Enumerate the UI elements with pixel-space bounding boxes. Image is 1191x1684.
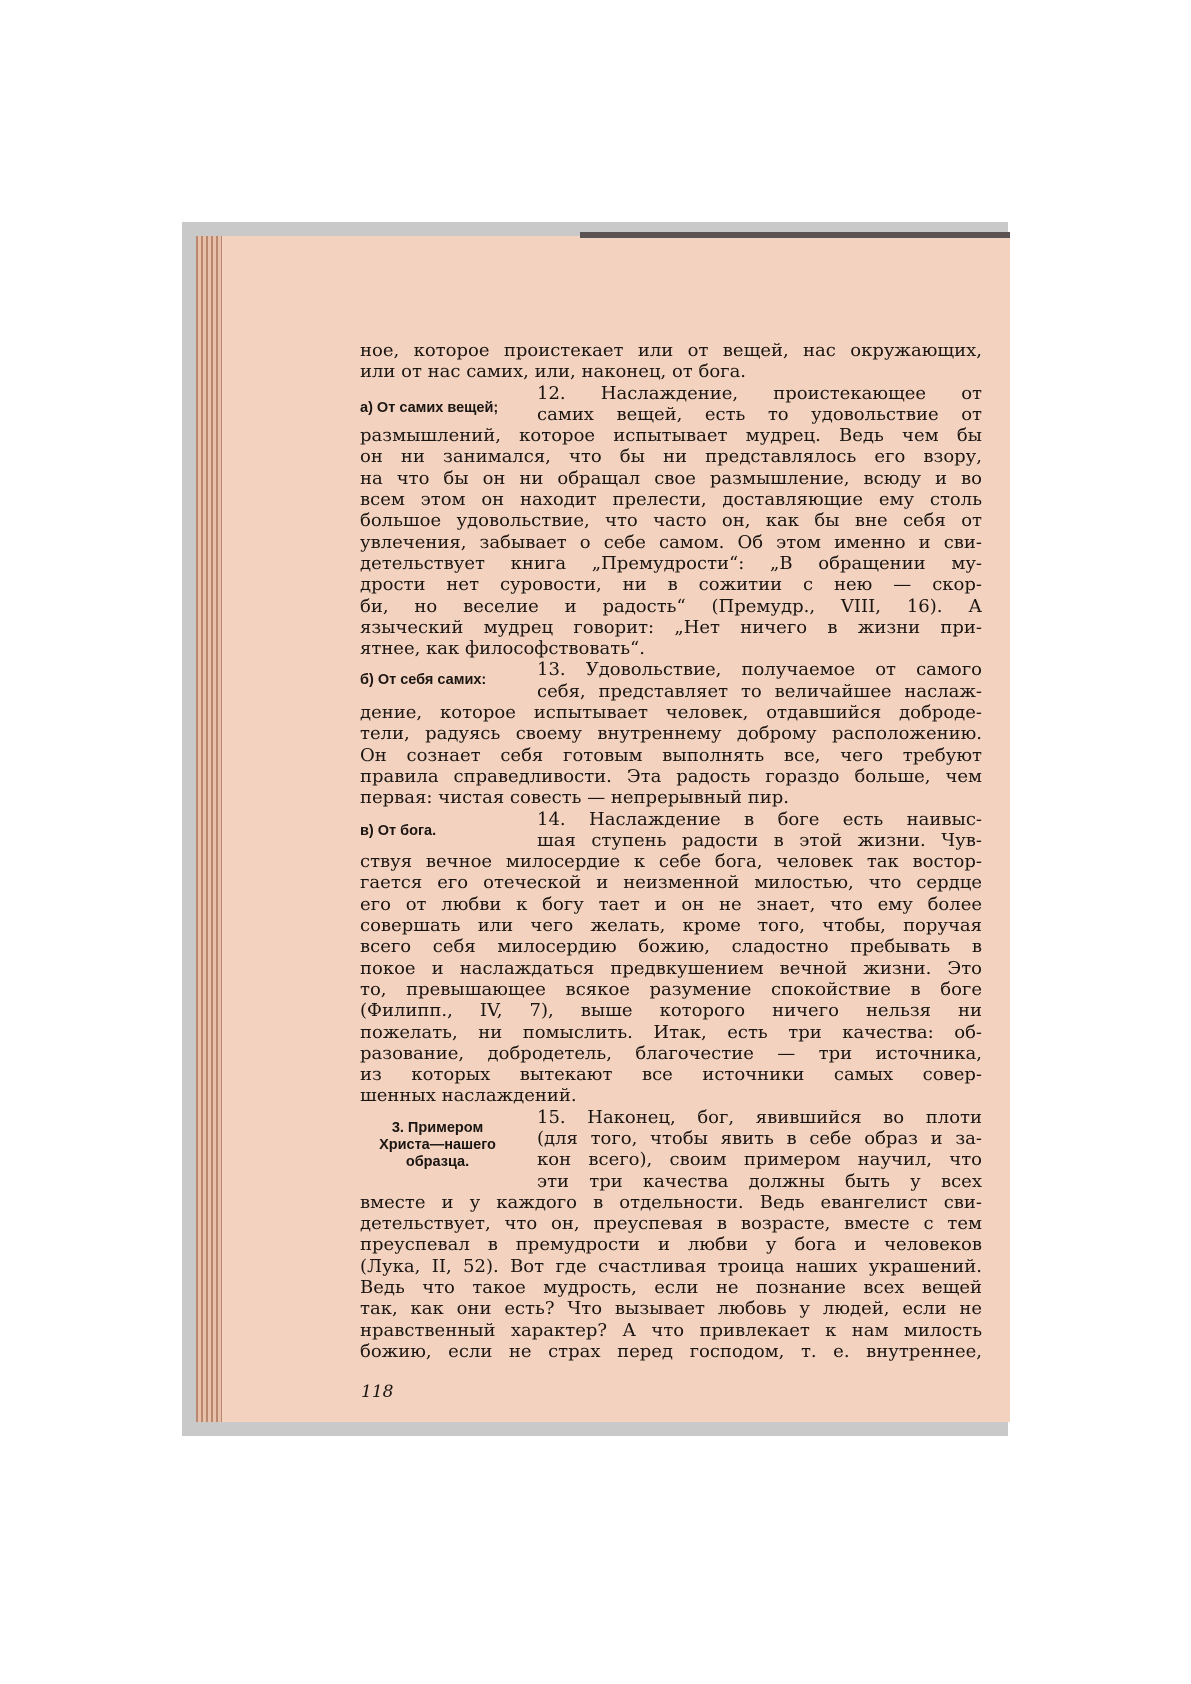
text-line: Он сознает себя готовым выполнять все, чего требуют — [360, 744, 982, 766]
margin-note-d-line: 3. Примером — [391, 1119, 484, 1136]
text-line: его от любви к богу тает и он не знает, что ему более — [360, 893, 982, 915]
margin-note-a: а) От самих вещей; — [360, 399, 499, 416]
text-line: дрости нет суровости, ни в сожитии с нею — скор- — [360, 574, 982, 596]
margin-note-d-line: Христа—нашего — [379, 1136, 496, 1153]
text-line: так, как они есть? Что вызывает любовь у людей, если не — [360, 1298, 982, 1320]
text-line: (Лука, II, 52). Вот где счастливая троица наших украшений. — [360, 1255, 982, 1277]
paragraph-15 — [360, 1107, 982, 1192]
text-line: 12. Наслаждение, проистекающее от — [537, 382, 982, 404]
text-line: на что бы он ни обращал свое размышление, всюду и во — [360, 467, 982, 489]
text-block — [360, 340, 982, 1362]
text-line: преуспевал в премудрости и любви у бога и человеков — [360, 1234, 982, 1256]
text-line: божию, если не страх перед господом, т. е. внутреннее, — [360, 1340, 982, 1362]
margin-note-b: б) От себя самих: — [360, 672, 487, 689]
text-line: ствуя вечное милосердие к себе бога, человек так востор- — [360, 851, 982, 873]
text-line: ятнее, как философствовать“. — [360, 638, 645, 660]
text-line: вместе и у каждого в отдельности. Ведь евангелист сви- — [360, 1191, 982, 1213]
text-line: дение, которое испытывает человек, отдавшийся доброде- — [360, 702, 982, 724]
margin-note-d-line: образца. — [405, 1153, 470, 1170]
text-line: ное, которое проистекает или от вещей, нас окружающих, — [360, 340, 982, 361]
text-line: или от нас самих, или, наконец, от бога. — [360, 361, 747, 383]
text-line: эти три качества должны быть у всех — [537, 1170, 982, 1192]
text-line: он ни занимался, что бы ни представлялось его взору, — [360, 446, 982, 468]
text-line: детельствует книга „Премудрости“: „В обращении му- — [360, 552, 982, 574]
text-line: би, но веселие и радость“ (Премудр., VIII, 16). А — [360, 595, 982, 617]
text-line: самих вещей, есть то удовольствие от — [537, 403, 982, 425]
text-line: языческий мудрец говорит: „Нет ничего в жизни при- — [360, 616, 982, 638]
text-line: тели, радуясь своему внутреннему доброму расположению. — [360, 723, 982, 745]
text-line: гается его отеческой и неизменной милостью, что сердце — [360, 872, 982, 894]
text-line: всем этом он находит прелести, доставляющие ему столь — [360, 489, 982, 511]
text-line: 15. Наконец, бог, явившийся во плоти — [537, 1106, 982, 1128]
text-line: детельствует, что он, преуспевая в возрасте, вместе с тем — [360, 1213, 982, 1235]
text-line: нравственный характер? А что привлекает к нам милость — [360, 1319, 982, 1341]
text-line: себя, представляет то величайшее наслаж- — [537, 680, 982, 702]
text-line: всего себя милосердию божию, сладостно пребывать в — [360, 936, 982, 958]
text-line: совершать или чего желать, кроме того, чтобы, поручая — [360, 915, 982, 937]
page-number: 118 — [361, 1382, 394, 1402]
margin-note-d — [360, 1120, 515, 1171]
text-line: шенных наслаждений. — [360, 1085, 577, 1107]
paragraph-13 — [360, 659, 982, 702]
text-line: первая: чистая совесть — непрерывный пир. — [360, 787, 789, 809]
text-line: увлечения, забывает о себе самом. Об этом именно и сви- — [360, 531, 982, 553]
text-line: шая ступень радости в этой жизни. Чув- — [537, 829, 982, 851]
text-line: размышлений, которое испытывает мудрец. Ведь чем бы — [360, 425, 982, 447]
paragraph-14 — [360, 809, 982, 852]
text-line: пожелать, ни помыслить. Итак, есть три качества: об- — [360, 1021, 982, 1043]
text-line: покое и наслаждаться предвкушением вечной жизни. Это — [360, 957, 982, 979]
text-line: большое удовольствие, что часто он, как бы вне себя от — [360, 510, 982, 532]
text-line: (для того, чтобы явить в себе образ и за- — [537, 1127, 982, 1149]
text-line: то, превышающее всякое разумение спокойствие в боге — [360, 978, 982, 1000]
top-shadow — [580, 232, 1010, 238]
text-line: разование, добродетель, благочестие — три источника, — [360, 1042, 982, 1064]
margin-note-c: в) От бога. — [360, 822, 437, 839]
text-line: (Филипп., IV, 7), выше которого ничего нельзя ни — [360, 1000, 982, 1022]
text-line: Ведь что такое мудрость, если не познание всех вещей — [360, 1277, 982, 1299]
paragraph-12 — [360, 383, 982, 426]
text-line: правила справедливости. Эта радость гораздо больше, чем — [360, 765, 982, 787]
text-line: кон всего), своим примером научил, что — [537, 1149, 982, 1171]
text-line: 13. Удовольствие, получаемое от самого — [537, 659, 982, 681]
text-line: из которых вытекают все источники самых совер- — [360, 1064, 982, 1086]
text-line: 14. Наслаждение в боге есть наивыс- — [537, 808, 982, 830]
